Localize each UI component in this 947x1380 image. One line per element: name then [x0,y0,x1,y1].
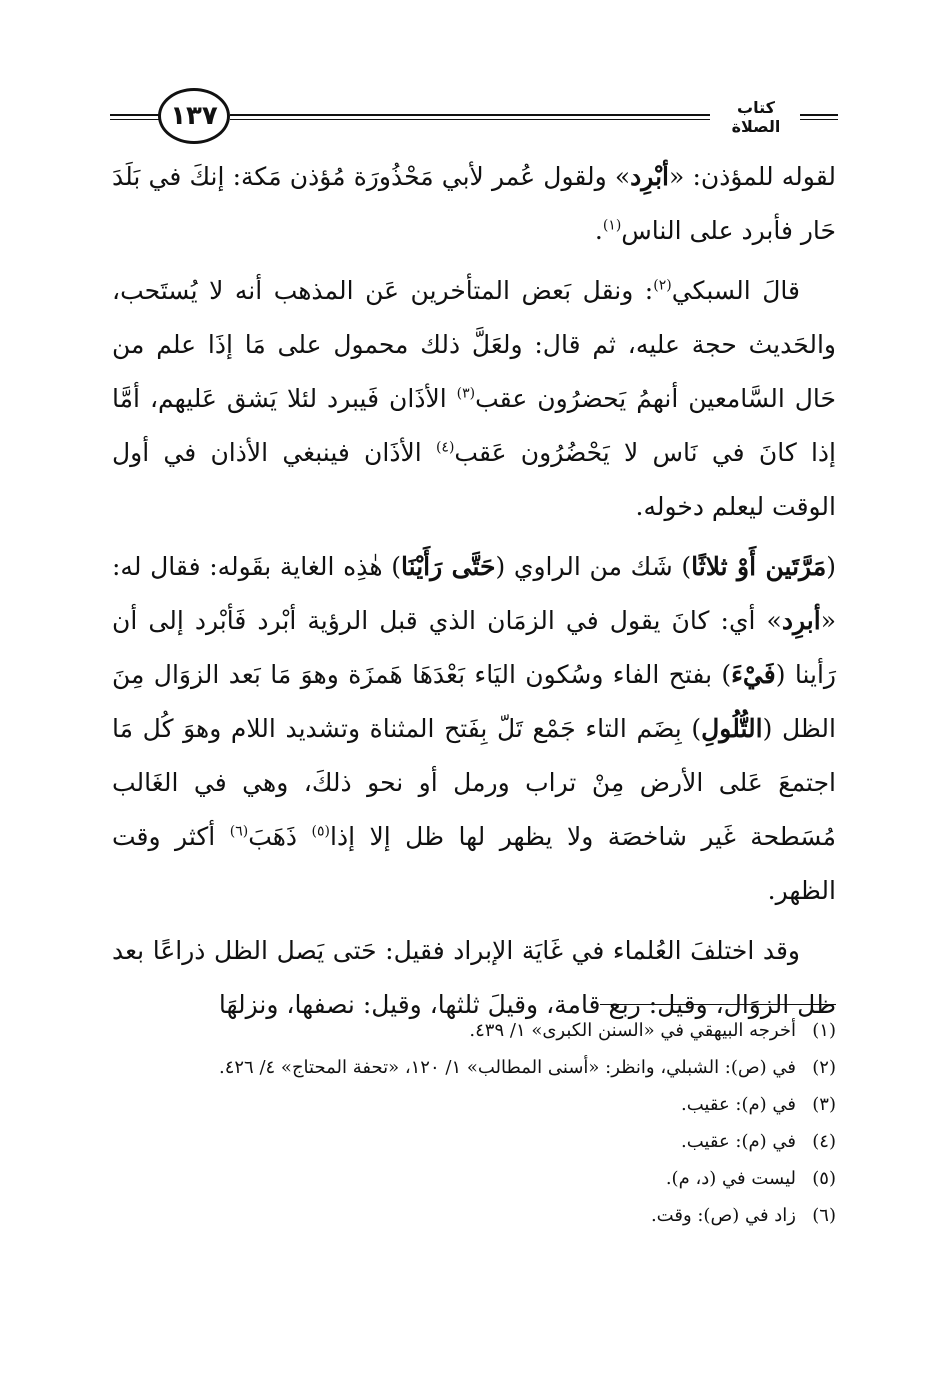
page-number-badge [158,88,230,144]
hadith-phrase: مَرَّتَين أَوْ ثلاثًا [691,552,827,581]
footnote-ref[interactable]: (٤) [435,439,455,456]
footnote-ref[interactable]: (٥) [311,823,330,840]
header-rule-middle [230,114,710,120]
footnote-text: زاد في (ص): وقت. [650,1205,796,1226]
footnotes [112,1012,836,1234]
page-number: ١٣٧ [170,101,218,131]
footnote-ref[interactable]: (١) [602,217,622,234]
main-text [112,150,836,1032]
text-run: الأذَان فينبغي الأذان في أول الوقت ليعلم دخوله. [112,438,836,521]
header-rule-right [800,114,838,120]
footnote-separator [600,1004,836,1005]
text-run: أكثر وقت الظهر. [112,822,836,905]
hadith-phrase: التُّلُولِ [701,714,763,743]
hadith-phrase: فَيْءَ [731,660,776,689]
footnote-text: في (ص): الشبلي، وانظر: «أسنى المطالب» ١/ ١٢٠، «تحفة المحتاج» ٤/ ٤٢٦. [218,1057,796,1078]
quoted-word: أبْرِد [630,162,669,191]
text-run: ) بفتح الفاء وسُكون اليَاء بَعْدَهَا هَمزَة وهوَ مَا بَعد الزوَال مِنَ الظل ( [112,660,836,743]
text-run: ( [826,552,836,581]
footnote-ref[interactable]: (٣) [456,385,476,402]
text-run: قالَ السبكي [671,276,800,305]
footnote-number: (٣) [812,1094,836,1115]
footnote-text: ليست في (د، م). [665,1168,796,1189]
text-run: » ولقول عُمر لأبي مَحْذُورَة مُؤذن مَكة: إنكَ في بَلَدَ حَار فأبرد على الناس [112,162,836,245]
running-title: كتاب الصلاة [731,98,781,136]
paragraph-1 [112,150,836,258]
page-header [110,88,838,150]
text-run: ) بِضَم التاء جَمْع تَلّ بِفَتح المثناة وتشديد اللام وهوَ كُل مَا اجتمعَ عَلى الأرض مِنْ تراب ورمل أو نحو ذلكَ، وهي في الغَالب مُسَطحة غَير شاخصَة ولا يظهر لها ظل إلا إذا [112,714,836,851]
header-rule-left [110,114,160,120]
text-run: وقد اختلفَ العُلماء في غَايَة الإبراد فقيل: حَتى يَصل الظل ذراعًا بعد ظل الزوَال، وقيل: ربع قامة، وقيلَ ثلثها، وقيل: نصفها، ونزلهَا [112,936,836,1019]
text-run: لقوله للمؤذن: « [669,162,836,191]
text-run: ) شَك من الراوي ( [495,552,692,581]
text-run: . [594,216,603,245]
hadith-phrase: حَتَّى رَأَيْنَا [401,552,496,581]
text-run: : ونقل بَعض المتأخرين عَن المذهب أنه لا يُستَحب، والحَديث حجة عليه، ثم قال: ولعَلَّ ذلك محمول على مَا إذَا علم من حَال السَّامعين أنهمُ يَحضرُون عقب [112,276,836,413]
footnote-number: (٥) [812,1168,836,1189]
footnote-text: في (م): عقيب. [681,1094,796,1115]
footnote-number: (٦) [812,1205,836,1226]
footnote-4 [112,1123,836,1160]
footnote-3 [112,1086,836,1123]
footnote-ref[interactable]: (٦) [229,823,249,840]
footnote-number: (٤) [812,1131,836,1152]
footnote-text: أخرجه البيهقي في «السنن الكبرى» ١/ ٤٣٩. [469,1020,796,1041]
text-run: ) هٰذِه الغاية بقَوله: فقال له: « [112,552,836,635]
hadith-phrase: أبرِد [781,606,821,635]
footnote-2 [112,1049,836,1086]
text-run: » أي: كانَ يقول في الزمَان الذي قبل الرؤية أبْرد فَأبْرد إلى أن رَأينا ( [112,606,836,689]
footnote-5 [112,1160,836,1197]
footnote-1 [112,1012,836,1049]
footnote-text: في (م): عقيب. [681,1131,796,1152]
paragraph-2 [112,264,836,534]
paragraph-3 [112,540,836,918]
footnote-number: (١) [812,1020,836,1041]
footnote-number: (٢) [812,1057,836,1078]
text-run: الأذَان فَيبرد لئلا يَشق عَليهم، أمَّا إذا كانَ في نَاس لا يَحْضُرُون عَقب [112,384,836,467]
footnote-ref[interactable]: (٢) [653,277,672,294]
text-run: ذَهَبَ [248,822,312,851]
footnote-6 [112,1197,836,1234]
